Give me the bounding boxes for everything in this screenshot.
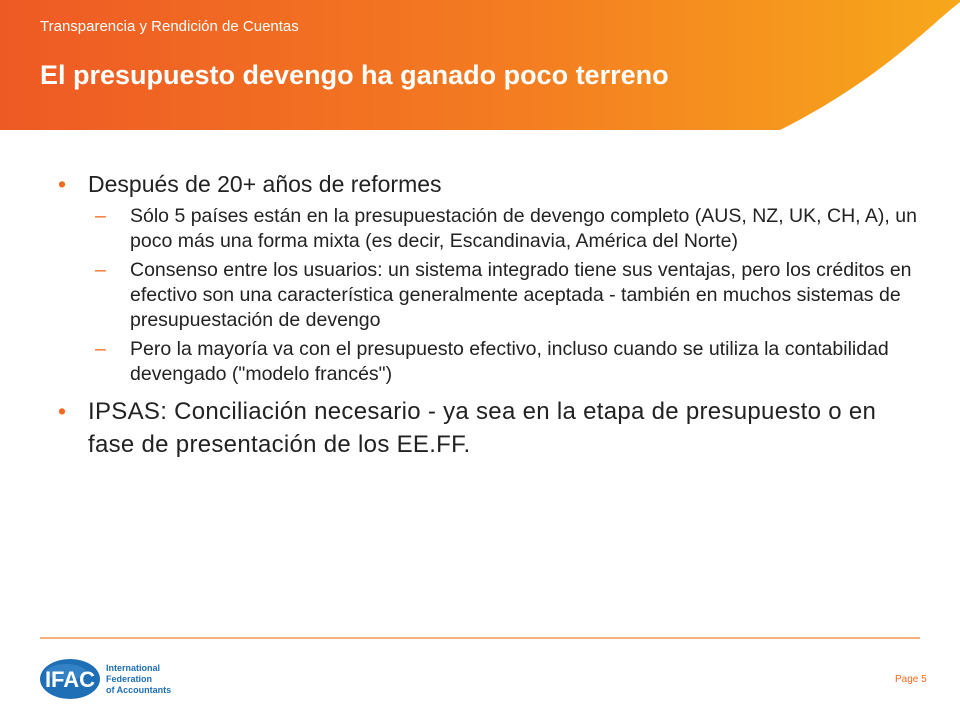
dash-icon: – <box>95 259 106 281</box>
sub-bullet-list <box>58 204 928 387</box>
bullet-dot-icon: • <box>58 398 67 424</box>
bullet-text: Después de 20+ años de reformes <box>88 171 442 197</box>
sub-bullet-text: Consenso entre los usuarios: un sistema integrado tiene sus ventajas, pero los créditos en efectivo son una característica generalmente aceptada - también en muchos sistemas de presupuestación de devengo <box>130 259 912 331</box>
ifac-logo-icon <box>38 656 173 701</box>
page-number: Page 5 <box>895 674 927 685</box>
sub-bullet-text: Pero la mayoría va con el presupuesto efectivo, incluso cuando se utiliza la contabilidad devengado ("modelo francés") <box>130 338 889 385</box>
logo-tagline-1: International <box>106 663 161 673</box>
bullet-item-2 <box>58 395 928 461</box>
sub-bullet-text: Sólo 5 países están en la presupuestación de devengo completo (AUS, NZ, UK, CH, A), un poco más una forma mixta (es decir, Escandinavia, América del Norte) <box>130 205 917 252</box>
bullet-text: IPSAS: Conciliación necesario - ya sea en la etapa de presupuesto o en fase de presentación de los EE.FF. <box>88 398 877 458</box>
logo-text: IFAC <box>44 667 96 692</box>
dash-icon: – <box>95 338 106 360</box>
header-banner <box>0 0 960 130</box>
logo-tagline-3: of Accountants <box>106 685 172 695</box>
ifac-logo <box>38 656 173 706</box>
footer-divider <box>40 637 920 639</box>
sub-bullet-item-2 <box>58 258 928 333</box>
slide-title: El presupuesto devengo ha ganado poco terreno <box>40 60 669 90</box>
sub-bullet-item-1 <box>58 204 928 254</box>
logo-tagline-2: Federation <box>106 674 153 684</box>
slide-content <box>58 168 928 461</box>
bullet-item-1 <box>58 168 928 200</box>
header-subtitle: Transparencia y Rendición de Cuentas <box>40 18 299 35</box>
dash-icon: – <box>95 205 106 227</box>
bullet-dot-icon: • <box>58 171 67 197</box>
sub-bullet-item-3 <box>58 337 928 387</box>
